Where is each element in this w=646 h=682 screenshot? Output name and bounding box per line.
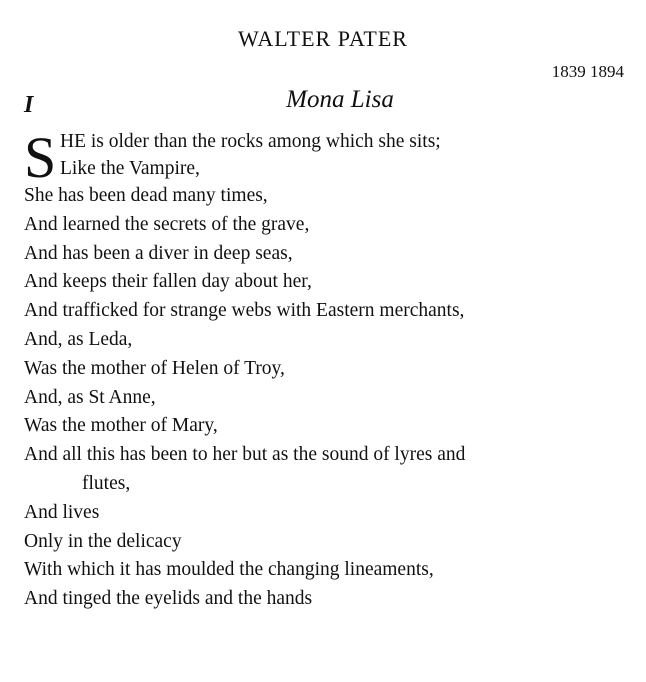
poem-line: And has been a diver in deep seas, — [24, 242, 293, 264]
poem-line: And lives — [24, 501, 100, 523]
poem-line: With which it has moulded the changing lineaments, — [24, 559, 434, 581]
poem-line-1: HE is older than the rocks among which she sits; — [60, 131, 441, 152]
poem-line: And tinged the eyelids and the hands — [24, 588, 313, 610]
poem-line: Only in the delicacy — [24, 530, 182, 552]
poem-line: And learned the secrets of the grave, — [24, 213, 310, 235]
poem-line-continuation: flutes, — [82, 472, 131, 494]
poem-line: And all this has been to her but as the sound of lyres and — [24, 444, 466, 466]
poem-line: Was the mother of Mary, — [24, 415, 218, 437]
poem-number: I — [24, 92, 34, 118]
poem-body — [24, 125, 634, 614]
poem-line: And keeps their fallen day about her, — [24, 271, 312, 293]
poem-line: She has been dead many times, — [24, 185, 268, 206]
drop-cap: S — [24, 125, 57, 190]
poem-line: Like the Vampire, — [60, 158, 200, 179]
poem-line: And, as St Anne, — [24, 386, 156, 408]
poem-line: And, as Leda, — [24, 328, 133, 350]
poem-line: Was the mother of Helen of Troy, — [24, 357, 285, 379]
poem-line: And trafficked for strange webs with Eastern merchants, — [24, 300, 465, 322]
author-dates: 1839 1894 — [551, 62, 624, 81]
poem-title: Mona Lisa — [286, 86, 394, 113]
author-heading: WALTER PATER — [238, 26, 408, 51]
